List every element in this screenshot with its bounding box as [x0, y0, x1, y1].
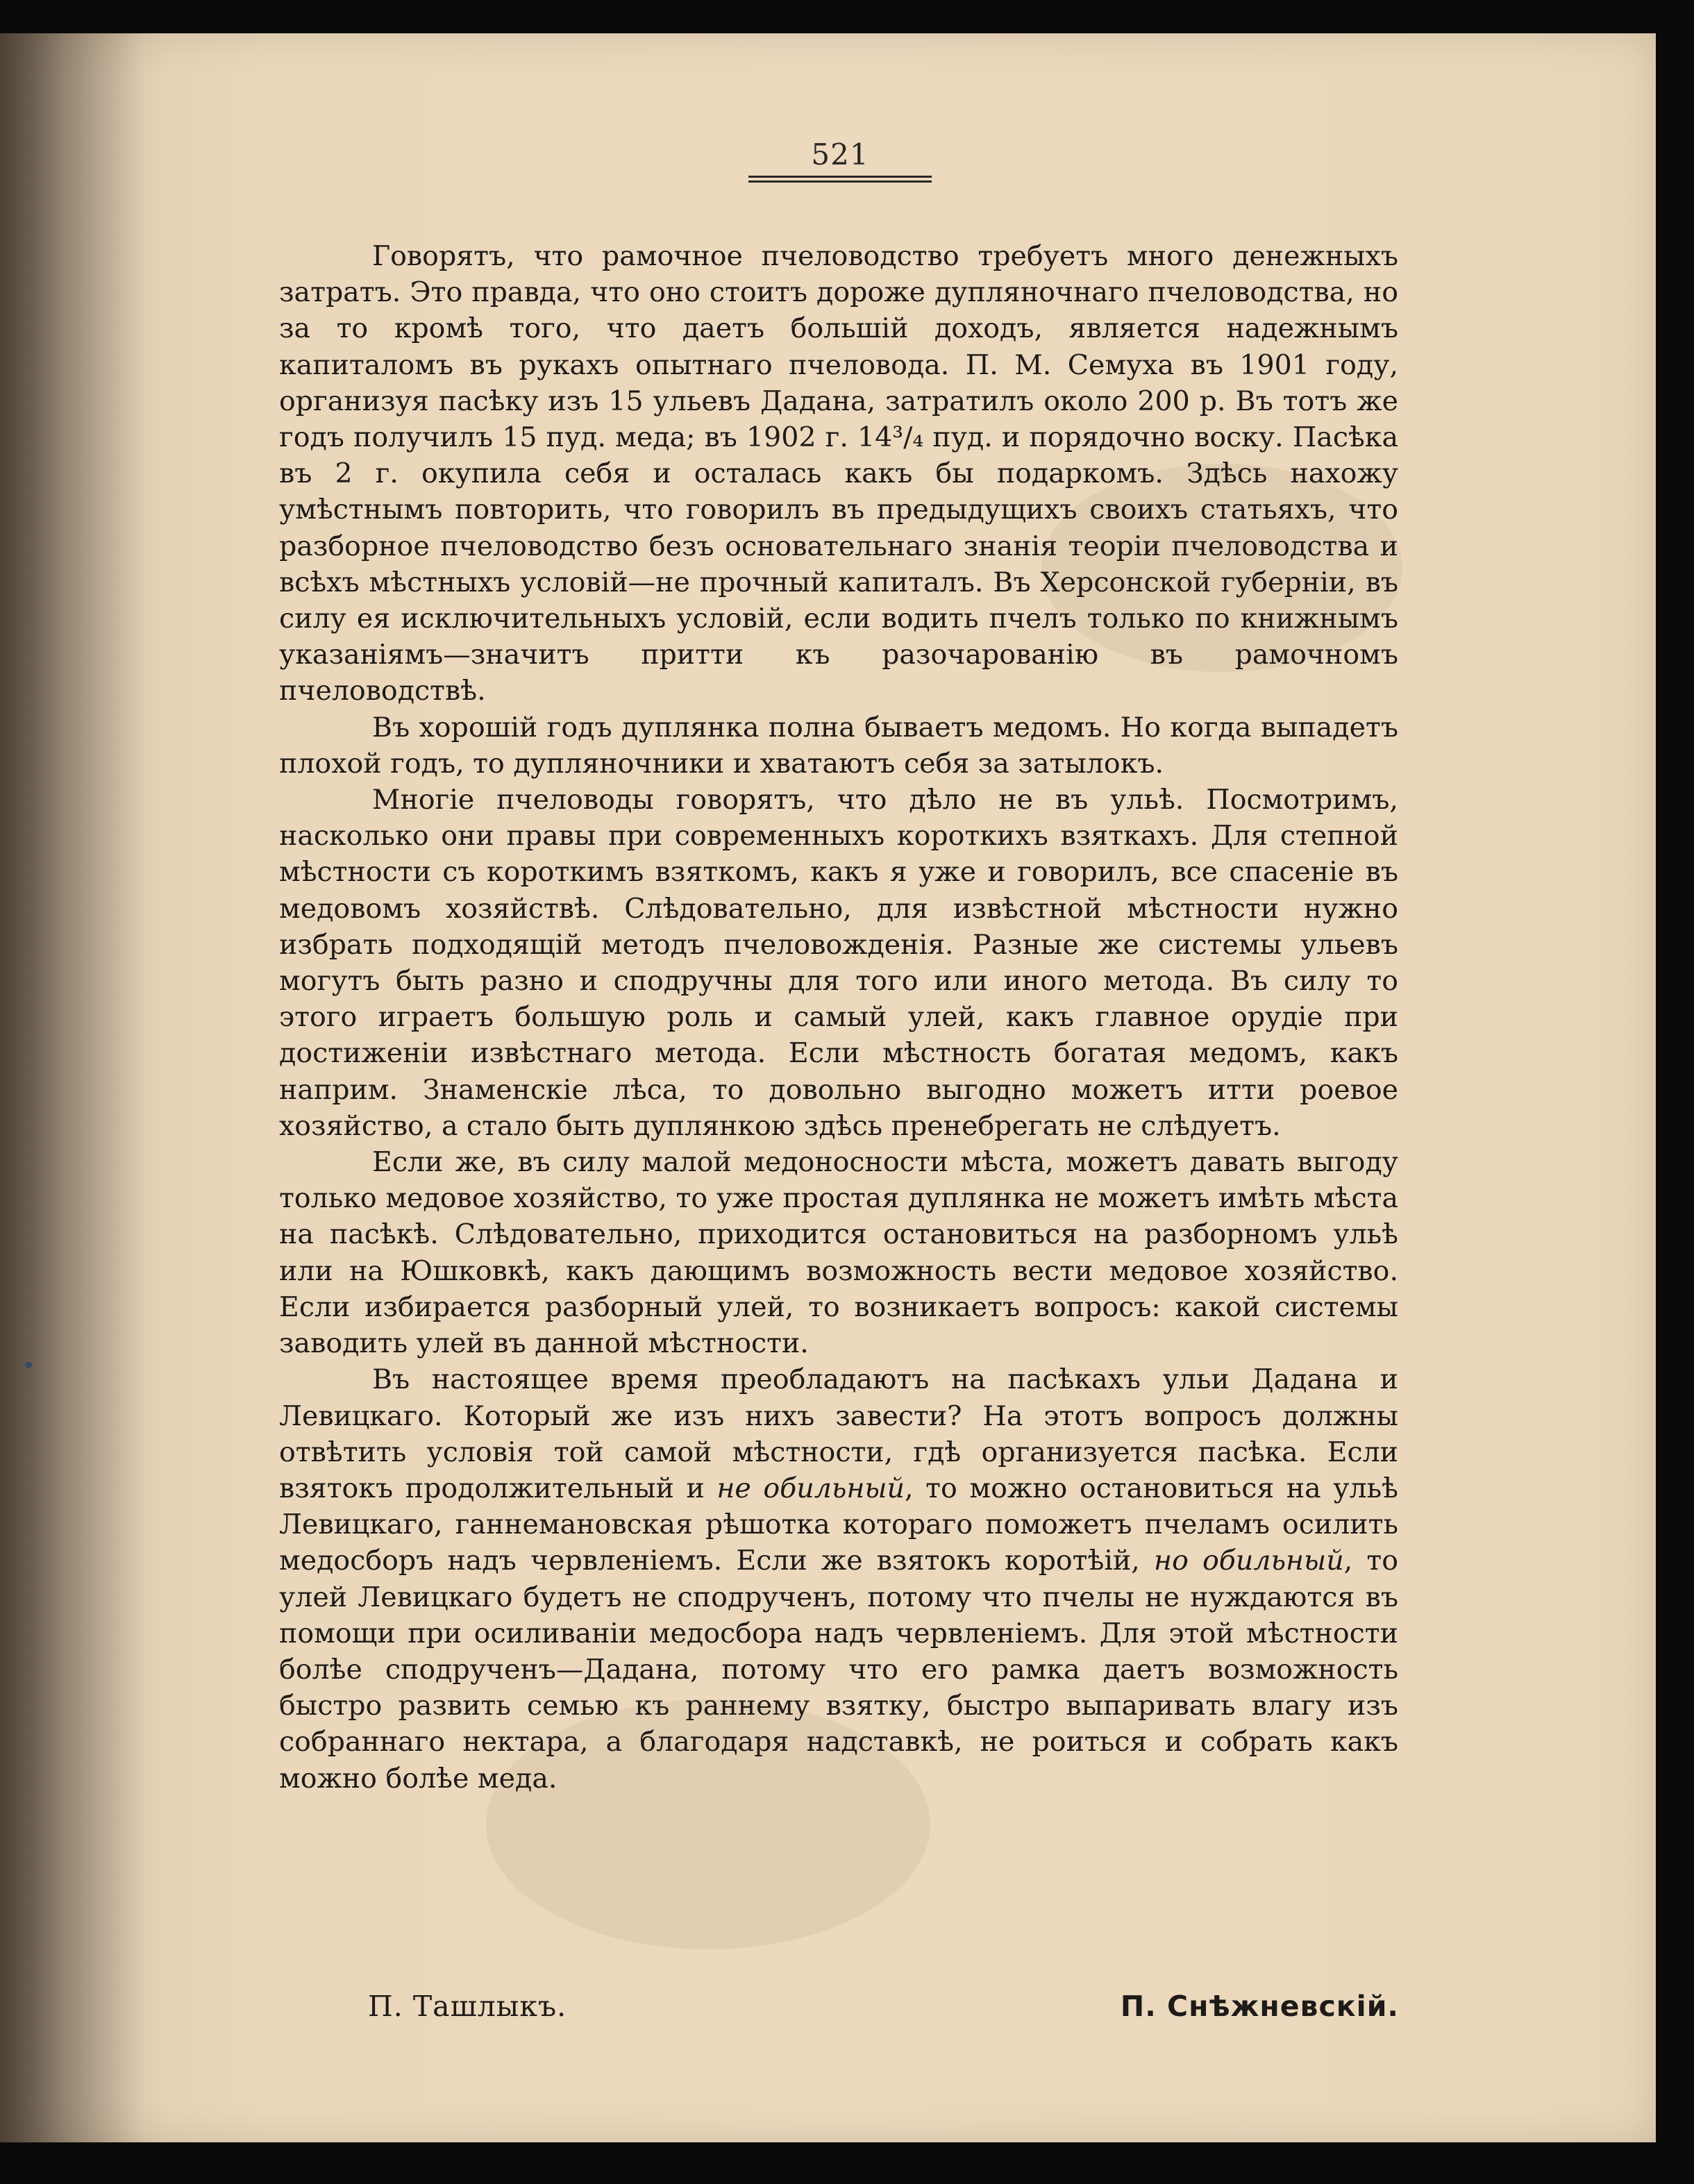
gutter-shadow [0, 33, 146, 2142]
paragraph-3-text: Многіе пчеловоды говорятъ, что дѣло не въ ульѣ. Посмотримъ, насколько они правы при современныхъ короткихъ взяткахъ. Для степной мѣстности съ короткимъ взяткомъ, какъ я уже и говорилъ, все спасеніе въ медовомъ хозяйствѣ. Слѣдовательно, для извѣстной мѣстности нужно избрать подходящій методъ пчеловожденія. Разные же системы ульевъ могутъ быть разно и сподручны для того или иного метода. Въ силу то этого играетъ большую роль и самый улей, какъ главное орудіе при достиженіи извѣстнаго метода. Если мѣстность богатая медомъ, какъ наприм. Знаменскіе лѣса, то довольно выгодно можетъ итти роевое хозяйство, а стало быть дуплянкою здѣсь пренебрегать не слѣдуетъ. [279, 784, 1398, 1142]
page-number-rule [748, 176, 932, 183]
emphasis-but-abundant: но обильный [1154, 1545, 1344, 1577]
article-body [279, 238, 1398, 1797]
paragraph-1 [279, 238, 1398, 709]
page-number-block [743, 137, 937, 183]
place-of-writing: П. Ташлыкъ. [368, 1990, 567, 2023]
paragraph-4 [279, 1144, 1398, 1361]
paragraph-5-text-b: , то можно остановиться на ульѣ Левицкаго, ганнемановская рѣшотка котораго поможетъ пчеламъ осилить медосборъ надъ червленіемъ. Если же взятокъ коротѣій, [279, 1472, 1398, 1577]
paragraph-2 [279, 709, 1398, 782]
paragraph-4-text: Если же, въ силу малой медоносности мѣста, можетъ давать выгоду только медовое хозяйство, то уже простая дуплянка не можетъ имѣть мѣста на пасѣкѣ. Слѣдовательно, приходится остановиться на разборномъ ульѣ или на Юшковкѣ, какъ дающимъ возможность вести медовое хозяйство. Если избирается разборный улей, то возникаетъ вопросъ: какой системы заводить улей въ данной мѣстности. [279, 1146, 1398, 1360]
page-number: 521 [811, 137, 869, 171]
scan-speck [25, 1361, 32, 1368]
paragraph-5 [279, 1361, 1398, 1796]
signature-line [368, 1990, 1399, 2031]
paragraph-5-text-a: Въ настоящее время преобладаютъ на пасѣкахъ ульи Дадана и Левицкаго. Который же изъ нихъ завести? На этотъ вопросъ должны отвѣтить условія той самой мѣстности, гдѣ организуется пасѣка. Если взятокъ продолжительный и [279, 1363, 1398, 1504]
paragraph-1-text: Говорятъ, что рамочное пчеловодство требуетъ много денежныхъ затратъ. Это правда, что оно стоитъ дороже дупляночнаго пчеловодства, но за то кромѣ того, что даетъ большій доходъ, является надежнымъ капиталомъ въ рукахъ опытнаго пчеловода. П. М. Семуха въ 1901 году, организуя пасѣку изъ 15 ульевъ Дадана, затратилъ около 200 р. Въ тотъ же годъ получилъ 15 пуд. меда; въ 1902 г. 14³/₄ пуд. и порядочно воску. Пасѣка въ 2 г. окупила себя и осталась какъ бы подаркомъ. Здѣсь нахожу умѣстнымъ повторить, что говорилъ въ предыдущихъ своихъ статьяхъ, что разборное пчеловодство безъ основательнаго знанія теоріи пчеловодства и всѣхъ мѣстныхъ условій—не прочный капиталъ. Въ Херсонской губерніи, въ силу ея исключительныхъ условій, если водить пчелъ только по книжнымъ указаніямъ—значитъ притти къ разочарованію въ рамочномъ пчеловодствѣ. [279, 240, 1398, 707]
emphasis-not-abundant: не обильный [716, 1472, 905, 1504]
paragraph-3 [279, 782, 1398, 1144]
paragraph-5-text-c: , то улей Левицкаго будетъ не сподрученъ, потому что пчелы не нуждаются въ помощи при осиливаніи медосбора надъ червленіемъ. Для этой мѣстности болѣе сподрученъ—Дадана, потому что его рамка даетъ возможность быстро развить семью къ раннему взятку, быстро выпаривать влагу изъ собраннаго нектара, а благодаря надставкѣ, не роиться и собрать какъ можно болѣе меда. [279, 1545, 1399, 1795]
book-page [0, 33, 1656, 2142]
author-signature: П. Снѣжневскій. [1120, 1990, 1399, 2023]
paragraph-2-text: Въ хорошій годъ дуплянка полна бываетъ медомъ. Но когда выпадетъ плохой годъ, то дупляночники и хватаютъ себя за затылокъ. [279, 711, 1398, 780]
